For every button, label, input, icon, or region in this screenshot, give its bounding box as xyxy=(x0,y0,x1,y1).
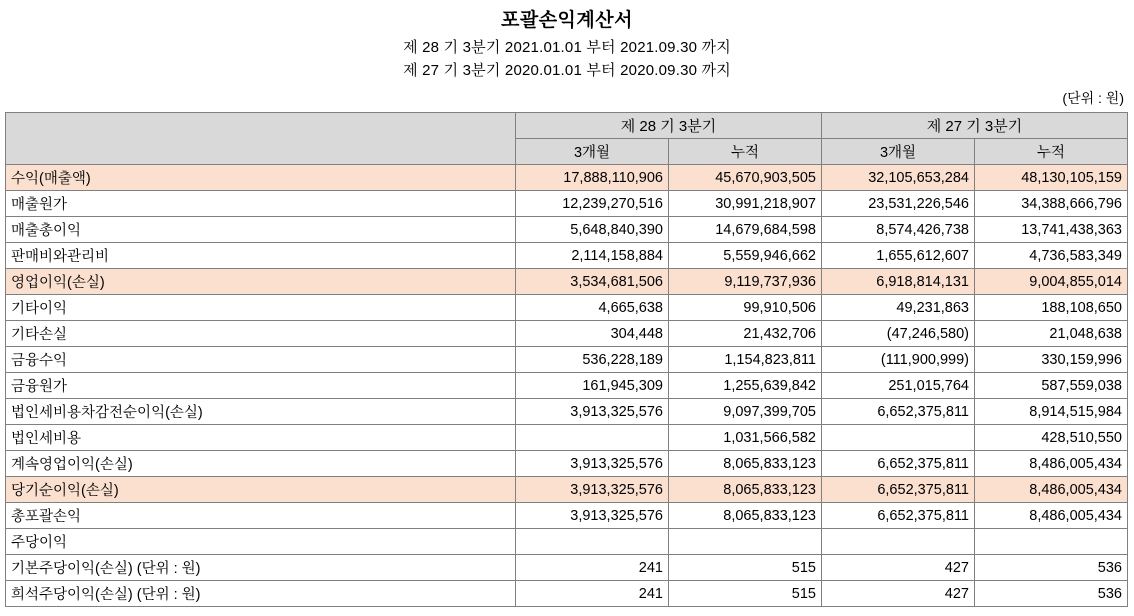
row-value: 3,534,681,506 xyxy=(516,269,669,295)
row-value: 14,679,684,598 xyxy=(669,217,822,243)
row-label: 매출원가 xyxy=(6,191,516,217)
row-value: 8,914,515,984 xyxy=(975,399,1128,425)
row-value: 21,432,706 xyxy=(669,321,822,347)
row-value: 32,105,653,284 xyxy=(822,165,975,191)
row-value: 1,031,566,582 xyxy=(669,425,822,451)
row-label: 기본주당이익(손실) (단위 : 원) xyxy=(6,555,516,581)
table-row xyxy=(6,555,1128,581)
column-header-0: 3개월 xyxy=(516,139,669,165)
row-value: 515 xyxy=(669,555,822,581)
table-row xyxy=(6,399,1128,425)
table-body xyxy=(6,165,1128,607)
row-value: 3,913,325,576 xyxy=(516,399,669,425)
row-label: 기타손실 xyxy=(6,321,516,347)
row-value xyxy=(822,529,975,555)
row-label: 금융원가 xyxy=(6,373,516,399)
row-value xyxy=(822,425,975,451)
row-value: 9,004,855,014 xyxy=(975,269,1128,295)
period-subtitle-prior: 제 27 기 3분기 2020.01.01 부터 2020.09.30 까지 xyxy=(403,62,731,79)
row-value xyxy=(975,529,1128,555)
row-value: 21,048,638 xyxy=(975,321,1128,347)
row-label: 영업이익(손실) xyxy=(6,269,516,295)
row-value: 8,486,005,434 xyxy=(975,477,1128,503)
row-value: 161,945,309 xyxy=(516,373,669,399)
table-row xyxy=(6,217,1128,243)
row-value: 4,736,583,349 xyxy=(975,243,1128,269)
table-row xyxy=(6,191,1128,217)
table-row xyxy=(6,425,1128,451)
period-subtitle-current: 제 28 기 3분기 2021.01.01 부터 2021.09.30 까지 xyxy=(403,39,731,56)
row-value: 2,114,158,884 xyxy=(516,243,669,269)
table-row xyxy=(6,347,1128,373)
row-value: 49,231,863 xyxy=(822,295,975,321)
row-value: 8,486,005,434 xyxy=(975,451,1128,477)
table-row xyxy=(6,477,1128,503)
row-value: 251,015,764 xyxy=(822,373,975,399)
table-row xyxy=(6,503,1128,529)
row-value: 45,670,903,505 xyxy=(669,165,822,191)
row-value: 48,130,105,159 xyxy=(975,165,1128,191)
row-label: 희석주당이익(손실) (단위 : 원) xyxy=(6,581,516,607)
table-row xyxy=(6,373,1128,399)
income-statement-table xyxy=(5,112,1128,607)
row-value: 6,652,375,811 xyxy=(822,399,975,425)
column-header-3: 누적 xyxy=(975,139,1128,165)
row-value: 6,918,814,131 xyxy=(822,269,975,295)
row-value: 5,648,840,390 xyxy=(516,217,669,243)
table-corner-header xyxy=(6,113,516,165)
row-value: 9,097,399,705 xyxy=(669,399,822,425)
row-value: 8,065,833,123 xyxy=(669,477,822,503)
row-value: 9,119,737,936 xyxy=(669,269,822,295)
row-value: 99,910,506 xyxy=(669,295,822,321)
row-value: 536,228,189 xyxy=(516,347,669,373)
row-value: 1,154,823,811 xyxy=(669,347,822,373)
table-head xyxy=(6,113,1128,165)
table-row xyxy=(6,321,1128,347)
row-value: 241 xyxy=(516,581,669,607)
row-label: 총포괄손익 xyxy=(6,503,516,529)
row-value: 23,531,226,546 xyxy=(822,191,975,217)
row-value: 6,652,375,811 xyxy=(822,477,975,503)
row-label: 매출총이익 xyxy=(6,217,516,243)
table-row xyxy=(6,269,1128,295)
row-value xyxy=(669,529,822,555)
row-label: 기타이익 xyxy=(6,295,516,321)
row-value: 515 xyxy=(669,581,822,607)
period-header-27: 제 27 기 3분기 xyxy=(822,113,1128,139)
table-row xyxy=(6,581,1128,607)
row-value: 4,665,638 xyxy=(516,295,669,321)
row-value: 34,388,666,796 xyxy=(975,191,1128,217)
page-title: 포괄손익계산서 xyxy=(501,10,633,31)
row-value: 13,741,438,363 xyxy=(975,217,1128,243)
period-header-28: 제 28 기 3분기 xyxy=(516,113,822,139)
row-value: 8,574,426,738 xyxy=(822,217,975,243)
row-label: 수익(매출액) xyxy=(6,165,516,191)
row-label: 금융수익 xyxy=(6,347,516,373)
financial-statement-page xyxy=(0,5,1134,607)
table-row xyxy=(6,295,1128,321)
row-value: 188,108,650 xyxy=(975,295,1128,321)
row-value: (47,246,580) xyxy=(822,321,975,347)
row-label: 계속영업이익(손실) xyxy=(6,451,516,477)
row-value: 1,655,612,607 xyxy=(822,243,975,269)
table-row xyxy=(6,451,1128,477)
row-value: 5,559,946,662 xyxy=(669,243,822,269)
row-value: 17,888,110,906 xyxy=(516,165,669,191)
column-header-1: 누적 xyxy=(669,139,822,165)
row-value: 3,913,325,576 xyxy=(516,477,669,503)
row-value: 330,159,996 xyxy=(975,347,1128,373)
row-value: (111,900,999) xyxy=(822,347,975,373)
row-label: 판매비와관리비 xyxy=(6,243,516,269)
row-value: 536 xyxy=(975,555,1128,581)
row-value: 8,065,833,123 xyxy=(669,503,822,529)
row-value: 30,991,218,907 xyxy=(669,191,822,217)
row-value: 6,652,375,811 xyxy=(822,503,975,529)
row-value xyxy=(516,425,669,451)
row-label: 당기순이익(손실) xyxy=(6,477,516,503)
header-row-periods xyxy=(6,113,1128,139)
row-value: 427 xyxy=(822,581,975,607)
table-row xyxy=(6,165,1128,191)
row-value: 536 xyxy=(975,581,1128,607)
row-value: 427 xyxy=(822,555,975,581)
row-value: 241 xyxy=(516,555,669,581)
unit-note: (단위 : 원) xyxy=(1062,90,1124,106)
row-label: 법인세비용 xyxy=(6,425,516,451)
row-value: 8,065,833,123 xyxy=(669,451,822,477)
row-value: 8,486,005,434 xyxy=(975,503,1128,529)
table-row xyxy=(6,529,1128,555)
row-value: 6,652,375,811 xyxy=(822,451,975,477)
table-row xyxy=(6,243,1128,269)
column-header-2: 3개월 xyxy=(822,139,975,165)
row-value: 304,448 xyxy=(516,321,669,347)
row-label: 주당이익 xyxy=(6,529,516,555)
row-value xyxy=(516,529,669,555)
row-value: 12,239,270,516 xyxy=(516,191,669,217)
row-value: 3,913,325,576 xyxy=(516,451,669,477)
row-value: 587,559,038 xyxy=(975,373,1128,399)
row-label: 법인세비용차감전순이익(손실) xyxy=(6,399,516,425)
row-value: 428,510,550 xyxy=(975,425,1128,451)
row-value: 1,255,639,842 xyxy=(669,373,822,399)
row-value: 3,913,325,576 xyxy=(516,503,669,529)
